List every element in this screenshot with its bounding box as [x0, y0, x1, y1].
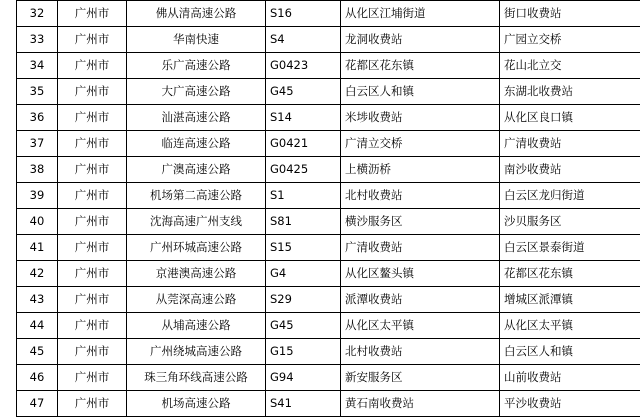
cell-end: 广清收费站: [500, 131, 640, 157]
cell-code: S81: [266, 209, 341, 235]
cell-id: 35: [17, 79, 58, 105]
cell-road: 从埔高速公路: [127, 313, 266, 339]
cell-id: 46: [17, 365, 58, 391]
cell-end: 白云区龙归街道: [500, 183, 640, 209]
cell-end: 白云区人和镇: [500, 339, 640, 365]
cell-start: 从化区太平镇: [341, 313, 500, 339]
cell-id: 38: [17, 157, 58, 183]
cell-code: G45: [266, 313, 341, 339]
highway-data-table: [16, 0, 640, 417]
cell-id: 44: [17, 313, 58, 339]
table-row: [17, 53, 640, 79]
cell-start: 北村收费站: [341, 183, 500, 209]
table-row: [17, 261, 640, 287]
cell-end: 平沙收费站: [500, 391, 640, 417]
cell-road: 机场高速公路: [127, 391, 266, 417]
cell-id: 33: [17, 27, 58, 53]
cell-road: 珠三角环线高速公路: [127, 365, 266, 391]
cell-end: 从化区良口镇: [500, 105, 640, 131]
cell-city: 广州市: [58, 79, 127, 105]
cell-end: 从化区太平镇: [500, 313, 640, 339]
table-body: [17, 1, 640, 417]
cell-id: 34: [17, 53, 58, 79]
table-row: [17, 183, 640, 209]
cell-code: S41: [266, 391, 341, 417]
cell-id: 39: [17, 183, 58, 209]
cell-city: 广州市: [58, 105, 127, 131]
cell-city: 广州市: [58, 157, 127, 183]
cell-start: 派潭收费站: [341, 287, 500, 313]
cell-code: G0425: [266, 157, 341, 183]
cell-id: 47: [17, 391, 58, 417]
table-row: [17, 287, 640, 313]
cell-start: 从化区江埔街道: [341, 1, 500, 27]
cell-id: 41: [17, 235, 58, 261]
cell-code: G45: [266, 79, 341, 105]
cell-city: 广州市: [58, 183, 127, 209]
cell-start: 龙洞收费站: [341, 27, 500, 53]
cell-city: 广州市: [58, 1, 127, 27]
cell-start: 从化区鳌头镇: [341, 261, 500, 287]
cell-road: 汕湛高速公路: [127, 105, 266, 131]
table-row: [17, 235, 640, 261]
table-row: [17, 1, 640, 27]
table-row: [17, 365, 640, 391]
table-row: [17, 339, 640, 365]
cell-end: 广园立交桥: [500, 27, 640, 53]
cell-end: 街口收费站: [500, 1, 640, 27]
cell-id: 40: [17, 209, 58, 235]
cell-end: 白云区景泰街道: [500, 235, 640, 261]
cell-road: 大广高速公路: [127, 79, 266, 105]
cell-start: 上横沥桥: [341, 157, 500, 183]
cell-code: S16: [266, 1, 341, 27]
cell-start: 广清立交桥: [341, 131, 500, 157]
cell-city: 广州市: [58, 235, 127, 261]
cell-city: 广州市: [58, 339, 127, 365]
cell-road: 广澳高速公路: [127, 157, 266, 183]
cell-end: 花山北立交: [500, 53, 640, 79]
cell-end: 沙贝服务区: [500, 209, 640, 235]
cell-code: S29: [266, 287, 341, 313]
cell-end: 南沙收费站: [500, 157, 640, 183]
table-row: [17, 27, 640, 53]
cell-road: 京港澳高速公路: [127, 261, 266, 287]
cell-road: 机场第二高速公路: [127, 183, 266, 209]
cell-road: 沈海高速广州支线: [127, 209, 266, 235]
cell-start: 黄石南收费站: [341, 391, 500, 417]
cell-code: G15: [266, 339, 341, 365]
cell-road: 华南快速: [127, 27, 266, 53]
cell-end: 东湖北收费站: [500, 79, 640, 105]
cell-id: 32: [17, 1, 58, 27]
table-row: [17, 79, 640, 105]
cell-city: 广州市: [58, 53, 127, 79]
cell-code: S14: [266, 105, 341, 131]
cell-end: 增城区派潭镇: [500, 287, 640, 313]
cell-city: 广州市: [58, 261, 127, 287]
cell-city: 广州市: [58, 209, 127, 235]
cell-start: 白云区人和镇: [341, 79, 500, 105]
cell-id: 43: [17, 287, 58, 313]
cell-start: 北村收费站: [341, 339, 500, 365]
cell-start: 广清收费站: [341, 235, 500, 261]
cell-city: 广州市: [58, 391, 127, 417]
cell-road: 广州绕城高速公路: [127, 339, 266, 365]
cell-city: 广州市: [58, 27, 127, 53]
cell-code: S4: [266, 27, 341, 53]
table-row: [17, 209, 640, 235]
cell-code: G0421: [266, 131, 341, 157]
cell-id: 37: [17, 131, 58, 157]
cell-start: 新安服务区: [341, 365, 500, 391]
cell-start: 米埗收费站: [341, 105, 500, 131]
cell-end: 花都区花东镇: [500, 261, 640, 287]
cell-road: 佛从清高速公路: [127, 1, 266, 27]
table-row: [17, 157, 640, 183]
table-row: [17, 313, 640, 339]
cell-road: 临连高速公路: [127, 131, 266, 157]
cell-city: 广州市: [58, 313, 127, 339]
cell-id: 45: [17, 339, 58, 365]
table-row: [17, 105, 640, 131]
cell-code: G4: [266, 261, 341, 287]
cell-start: 花都区花东镇: [341, 53, 500, 79]
table-row: [17, 131, 640, 157]
cell-id: 42: [17, 261, 58, 287]
cell-code: S1: [266, 183, 341, 209]
cell-road: 广州环城高速公路: [127, 235, 266, 261]
cell-code: S15: [266, 235, 341, 261]
cell-code: G0423: [266, 53, 341, 79]
cell-id: 36: [17, 105, 58, 131]
cell-start: 横沙服务区: [341, 209, 500, 235]
cell-city: 广州市: [58, 131, 127, 157]
cell-road: 乐广高速公路: [127, 53, 266, 79]
cell-road: 从莞深高速公路: [127, 287, 266, 313]
cell-city: 广州市: [58, 287, 127, 313]
table-row: [17, 391, 640, 417]
cell-city: 广州市: [58, 365, 127, 391]
cell-end: 山前收费站: [500, 365, 640, 391]
cell-code: G94: [266, 365, 341, 391]
